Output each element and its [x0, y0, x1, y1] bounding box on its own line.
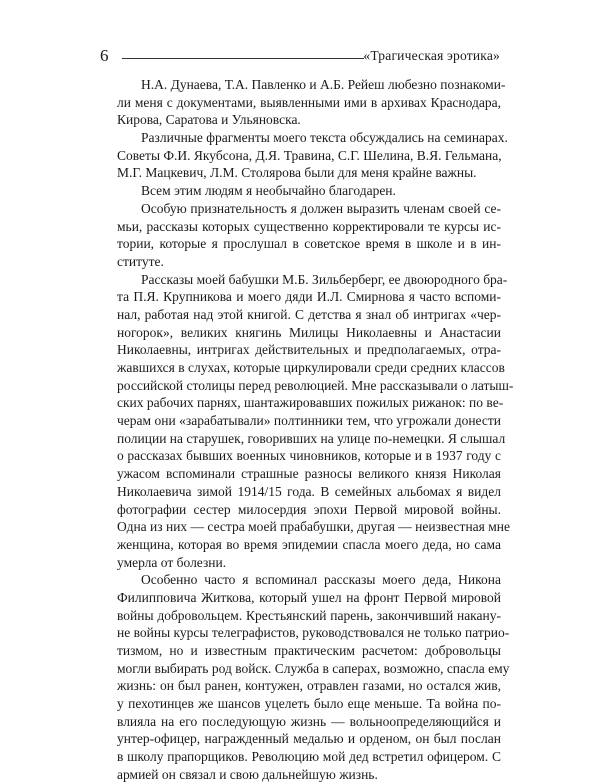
text-line: мьи, рассказы которых существенно корректировали те курсы ис-: [117, 218, 501, 234]
text-line: жизнь: он был ранен, контужен, отравлен газами, но остался жив,: [117, 678, 501, 694]
text-line: о рассказах бывших военных чиновников, которые и в 1937 году с: [117, 448, 501, 464]
text-line: у пехотинцев же шансов уцелеть было еще меньше. Та война по-: [117, 696, 501, 712]
text-line: жавшихся в слухах, которые циркулировали среди средних классов: [117, 360, 505, 375]
paragraph: [117, 571, 510, 783]
text-line: Н.А. Дунаева, Т.А. Павленко и А.Б. Рейеш любезно познакоми-: [141, 77, 506, 92]
text-line: в школу прапорщиков. Революцию мой дед встретил офицером. С: [117, 749, 501, 765]
text-line: Советы Ф.И. Якубсона, Д.Я. Травина, С.Г. Шелина, В.Я. Гельмана,: [117, 147, 502, 163]
text-line: не войны курсы телеграфистов, руководствовался не только патрио-: [117, 625, 510, 641]
text-line: нал, работая над этой книгой. С детства я знал об интригах «чер-: [117, 306, 501, 322]
text-line: Особенно часто я вспоминал рассказы моего деда, Никона: [141, 572, 501, 588]
text-line: унтер-офицер, награжденный медалью и орденом, он был послан: [117, 731, 501, 747]
text-line: фотографии сестер милосердия эпохи Первой мировой войны.: [117, 501, 501, 517]
paragraph: [117, 76, 506, 129]
body-text: [117, 76, 514, 784]
text-line: Николаевича зимой 1914/15 года. В семейных альбомах я видел: [117, 483, 501, 499]
text-line: ужасом вспоминали страшные разносы великого князя Николая: [117, 466, 501, 482]
text-line: российской столицы перед революцией. Мне рассказывали о латыш-: [117, 377, 514, 393]
paragraph: [117, 129, 508, 182]
text-line: Николаевны, интригах действительных и предполагаемых, отра-: [117, 342, 501, 358]
text-line: М.Г. Мацкевич, Л.М. Столярова были для меня крайне важны.: [117, 165, 477, 181]
text-line: тории, которые я прослушал в советское время в школе и в ин-: [117, 236, 501, 252]
text-line: Одна из них — сестра моей прабабушки, другая — неизвестная мне: [117, 519, 511, 535]
text-line: умерла от болезни.: [117, 554, 227, 570]
page-header: [100, 46, 500, 66]
text-line: та П.Я. Крупникова и моего дяди И.Л. Смирнова я часто вспоми-: [117, 289, 501, 305]
text-line: ституте.: [117, 253, 164, 269]
text-line: женщина, которая во время эпидемии спасла моего деда, но сама: [117, 536, 501, 552]
text-line: ногорок», великих княгинь Милицы Николаевны и Анастасии: [117, 324, 501, 340]
paragraph: [117, 200, 501, 271]
text-line: армией он связал и свою дальнейшую жизнь.: [117, 766, 378, 782]
page-number: 6: [100, 46, 109, 65]
text-line: войны добровольцем. Крестьянский парень, закончивший накану-: [117, 607, 501, 623]
text-line: Филипповича Житкова, который ушел на фронт Первой мировой: [117, 589, 501, 605]
text-line: ских рабочих парнях, шантажировавших пожилых рижанок: по ве-: [117, 395, 504, 411]
running-title: «Трагическая эротика»: [363, 48, 500, 63]
text-line: влияла на его последующую жизнь — вольноопределяющийся и: [117, 713, 501, 729]
header-rule: [122, 58, 364, 59]
text-line: Особую признательность я должен выразить членам своей се-: [141, 200, 501, 216]
paragraph: [117, 271, 514, 572]
text-line: черам они «зарабатывали» полтинники тем, что угрожали донести: [117, 413, 501, 429]
text-line: Различные фрагменты моего текста обсуждались на семинарах.: [141, 130, 508, 146]
text-line: тизмом, но и известным практическим расчетом: добровольцы: [117, 643, 501, 658]
paragraph: [117, 182, 501, 200]
text-line: ли меня с документами, выявленными ими в архивах Краснодара,: [117, 94, 501, 110]
text-line: Всем этим людям я необычайно благодарен.: [141, 183, 396, 199]
text-line: Рассказы моей бабушки М.Б. Зильберберг, ее двоюродного бра-: [141, 271, 508, 287]
text-line: могли выбирать род войск. Служба в саперах, возможно, спасла ему: [117, 660, 510, 676]
text-line: Кирова, Саратова и Ульяновска.: [117, 112, 301, 128]
text-line: полиции на старушек, говоривших на улице по-немецки. Я слышал: [117, 430, 506, 446]
